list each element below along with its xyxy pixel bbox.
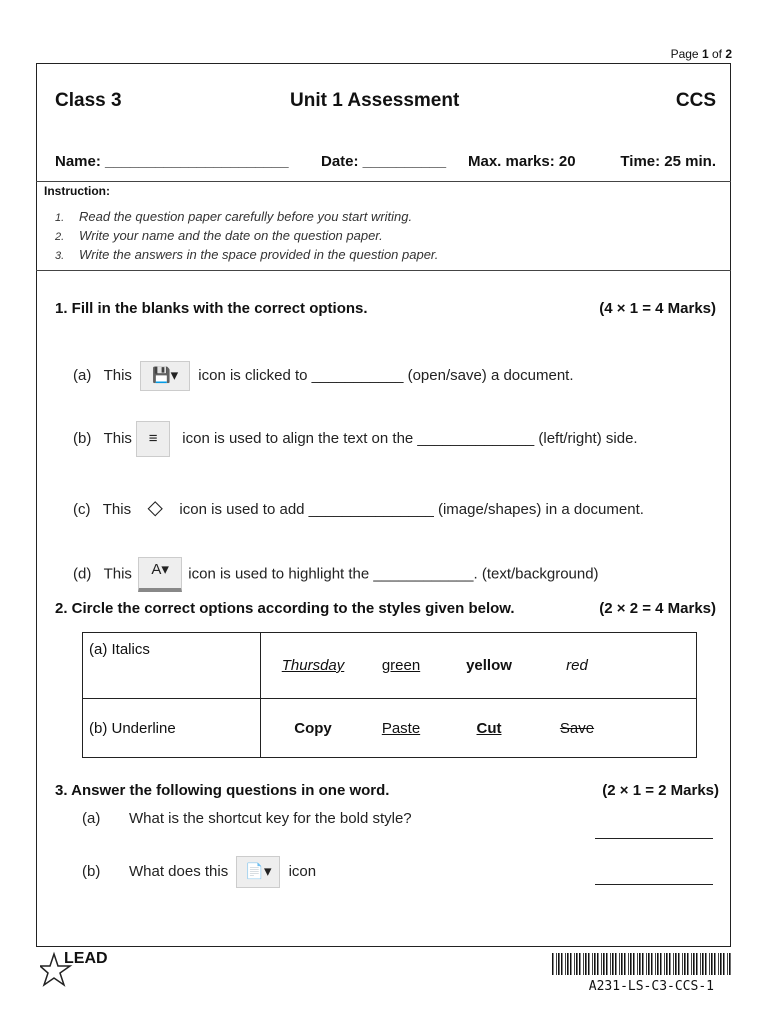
max-marks (468, 153, 576, 170)
instruction-text: Write the answers in the space provided in the question paper. (79, 247, 439, 262)
name-field[interactable] (55, 153, 289, 170)
page-of: of (708, 47, 726, 61)
class-title: Class 3 (55, 90, 122, 111)
text-highlight-icon: A▾ (138, 557, 182, 592)
align-right-icon: ≡ (136, 421, 170, 457)
subject-title: CCS (675, 90, 716, 111)
option[interactable]: Paste (381, 719, 421, 737)
q3-heading: 3. Answer the following questions in one word. (55, 782, 390, 799)
option[interactable]: red (566, 657, 588, 674)
barcode-bar (624, 953, 626, 975)
item-label: (b) (73, 429, 92, 447)
barcode-bar (612, 953, 614, 975)
barcode-bar (628, 953, 629, 975)
row-label: (a) Italics (83, 633, 261, 699)
barcode-bar (552, 953, 554, 975)
barcode-bar (718, 953, 719, 975)
barcode-bar (556, 953, 557, 975)
instruction-title: Instruction: (44, 184, 110, 198)
option[interactable]: Thursday (281, 657, 345, 674)
barcode-bar (723, 953, 725, 975)
item-post: icon is used to highlight the ____________. (text/background) (188, 565, 599, 583)
table-row (83, 633, 697, 699)
barcode-bar (615, 953, 617, 975)
item-label: (b) (82, 862, 101, 880)
barcode-bar (700, 953, 701, 975)
item-label: (c) (73, 501, 91, 518)
barcode-bar (646, 953, 647, 975)
barcode-bar (630, 953, 632, 975)
page-number (671, 47, 732, 61)
barcode-bar (673, 953, 674, 975)
barcode-bar (669, 953, 671, 975)
q1-heading: 1. Fill in the blanks with the correct options. (55, 300, 368, 317)
name-label: Name: ______________________ (55, 153, 289, 170)
instruction-item (55, 209, 412, 224)
item-post: icon is used to align the text on the ______________ (left/right) side. (182, 429, 638, 447)
q1-item-a (73, 361, 574, 391)
options-cell (261, 633, 697, 699)
barcode-bar (651, 953, 653, 975)
save-icon: 💾▾ (140, 361, 190, 391)
q2-marks: (2 × 2 = 4 Marks) (599, 600, 716, 617)
barcode-bar (696, 953, 698, 975)
q2-heading: 2. Circle the correct options according to the styles given below. (55, 600, 515, 617)
barcode-bar (729, 953, 731, 975)
barcode-bar (684, 953, 686, 975)
barcode-bar (592, 953, 593, 975)
page-total: 2 (725, 47, 732, 61)
barcode-bar (601, 953, 602, 975)
date-label: Date: __________ (321, 153, 447, 170)
barcode-bar (558, 953, 560, 975)
lead-logo (40, 950, 130, 999)
option[interactable]: yellow (466, 657, 512, 674)
page-prefix: Page (670, 47, 702, 61)
q3-marks: (2 × 1 = 2 Marks) (602, 782, 719, 799)
barcode-bar (687, 953, 689, 975)
barcode-bar (561, 953, 563, 975)
barcode-bar (565, 953, 566, 975)
page-current: 1 (701, 47, 709, 61)
barcode-bar (682, 953, 683, 975)
instruction-text: Read the question paper carefully before you start writing. (79, 209, 413, 224)
barcode-bar (639, 953, 641, 975)
q1-item-d (73, 557, 599, 592)
barcode-bar (702, 953, 704, 975)
barcode-bar (633, 953, 635, 975)
item-label: (a) (73, 366, 92, 384)
item-label: (d) (73, 565, 92, 583)
options-cell (261, 699, 697, 758)
document-icon: 📄▾ (236, 856, 280, 888)
page-title: Unit 1 Assessment (290, 90, 460, 111)
instruction-item (55, 228, 383, 243)
barcode-bar (691, 953, 692, 975)
barcode-bar (720, 953, 722, 975)
item-pre: This (102, 501, 132, 518)
document-code: A231-LS-C3-CCS-1 (588, 979, 714, 994)
barcode-bar (675, 953, 677, 975)
barcode-bar (619, 953, 620, 975)
barcode-bar (574, 953, 575, 975)
barcode-bar (567, 953, 569, 975)
max-marks-label: Max. marks: 20 (468, 153, 576, 170)
item-post: icon (288, 862, 317, 880)
barcode-bar (709, 953, 710, 975)
item-pre: What does this (129, 862, 229, 880)
barcode-bar (657, 953, 659, 975)
q1-marks: (4 × 1 = 4 Marks) (599, 300, 716, 317)
instruction-item (55, 247, 438, 262)
barcode-bar (714, 953, 716, 975)
option[interactable]: Copy (294, 719, 332, 737)
barcode-bar (606, 953, 608, 975)
q1-item-c (73, 495, 644, 529)
shapes-icon: ◇ (147, 497, 163, 519)
option[interactable]: Save (559, 719, 595, 737)
item-pre: This (103, 429, 132, 447)
barcode-bar (660, 953, 662, 975)
barcode-bar (585, 953, 587, 975)
barcode-bar (642, 953, 644, 975)
barcode-bar (579, 953, 581, 975)
item-post: icon is clicked to ___________ (open/save) a document. (198, 366, 574, 384)
logo-text: LEAD (64, 950, 108, 967)
barcode-bar (588, 953, 590, 975)
barcode-bar (711, 953, 713, 975)
barcode (552, 953, 732, 975)
option[interactable]: Cut (476, 719, 502, 737)
q1-item-b (73, 421, 638, 457)
answer-line[interactable] (595, 872, 713, 890)
barcode-bar (603, 953, 605, 975)
barcode-bar (655, 953, 656, 975)
item-pre: This (103, 366, 132, 384)
option[interactable]: green (381, 657, 421, 674)
instruction-number: 1. (55, 212, 65, 224)
style-options-table (82, 632, 697, 758)
barcode-bar (576, 953, 578, 975)
row-label: (b) Underline (83, 699, 261, 758)
barcode-bar (664, 953, 665, 975)
barcode-bar (727, 953, 728, 975)
date-field[interactable] (321, 153, 446, 170)
item-label: (a) (82, 810, 101, 827)
answer-line[interactable] (595, 826, 713, 844)
barcode-bar (693, 953, 695, 975)
barcode-bar (705, 953, 707, 975)
barcode-bar (637, 953, 638, 975)
time-label: Time: 25 min. (620, 153, 716, 170)
divider (36, 270, 731, 271)
instruction-text: Write your name and the date on the question paper. (79, 228, 383, 243)
instruction-number: 3. (55, 250, 65, 262)
barcode-bar (621, 953, 623, 975)
barcode-bar (666, 953, 668, 975)
barcode-bar (583, 953, 584, 975)
barcode-bar (594, 953, 596, 975)
barcode-bar (610, 953, 611, 975)
barcode-bar (678, 953, 680, 975)
barcode-bar (648, 953, 650, 975)
q3-item-a (82, 810, 412, 827)
barcode-bar (570, 953, 572, 975)
item-text: What is the shortcut key for the bold style? (129, 810, 412, 827)
item-post: icon is used to add _______________ (image/shapes) in a document. (179, 501, 644, 518)
time-limit (620, 153, 716, 170)
q3-item-b (82, 856, 316, 888)
barcode-bar (597, 953, 599, 975)
table-row (83, 699, 697, 758)
item-pre: This (103, 565, 132, 583)
instruction-number: 2. (55, 231, 65, 243)
divider (36, 181, 731, 182)
